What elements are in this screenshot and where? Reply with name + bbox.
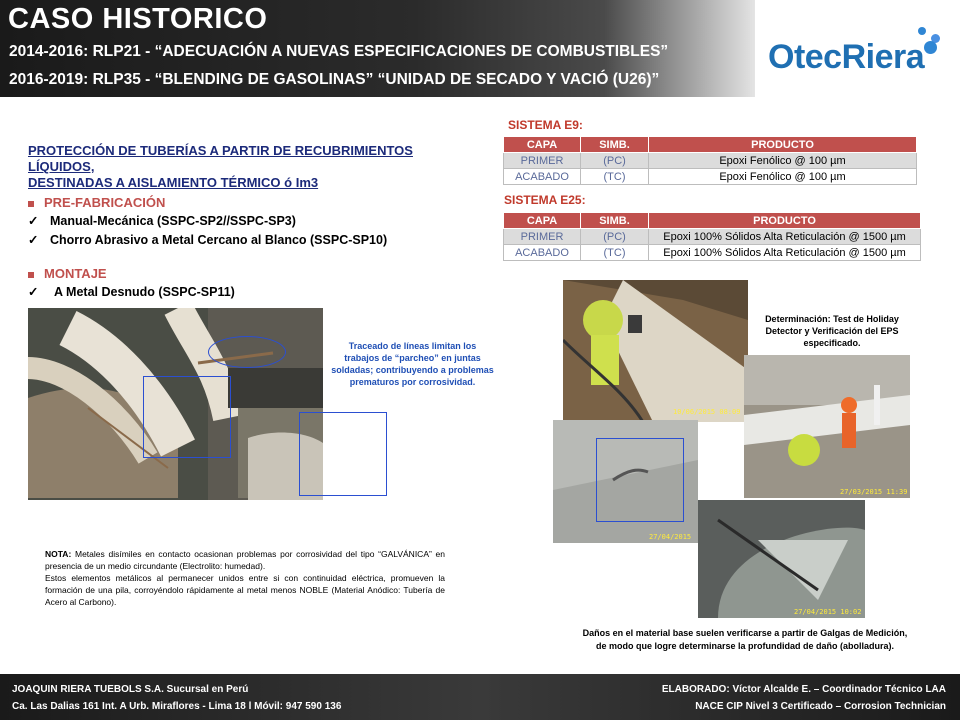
check-icon: ✓ [28,285,39,299]
col-header: PRODUCTO [649,137,917,153]
footer-company: JOAQUIN RIERA TUEBOLS S.A. Sucursal en Perú [12,684,249,695]
photo-timestamp: 27/04/2015 10:02 [794,608,862,616]
photo-caption-traceado: Traceado de líneas limitan los trabajos de “parcheo” en juntas soldadas; contribuyendo a problemas prematuros por corrosividad. [331,341,494,387]
prefab-section-title: PRE-FABRICACIÓN [28,195,165,210]
system-e25-table [503,212,921,261]
col-header: CAPA [504,213,581,229]
footer-elaborado: ELABORADO: Víctor Alcalde E. – Coordinador Técnico LAA [661,684,946,695]
system-e25-title: SISTEMA E25: [504,193,586,207]
project-line-1: 2014-2016: RLP21 - “ADECUACIÓN A NUEVAS ESPECIFICACIONES DE COMBUSTIBLES” [9,43,669,60]
list-item: ✓ A Metal Desnudo (SSPC-SP11) [28,285,235,299]
company-logo [768,24,948,84]
table-row: ACABADO (TC) Epoxi Fenólico @ 100 µm [504,169,917,185]
footer-address: Ca. Las Dalias 161 Int. A Urb. Miraflores - Lima 18 l Móvil: 947 590 136 [12,701,342,712]
logo-text: OtecRiera [768,38,925,76]
caption-determination: Determinación: Test de Holiday Detector y Verificación del EPS especificado. [765,314,899,348]
footer-bar [0,674,960,720]
highlight-box [299,412,387,496]
footer-certification: NACE CIP Nivel 3 Certificado – Corrosion Technician [695,701,946,712]
system-e9-title: SISTEMA E9: [508,118,583,132]
check-icon: ✓ [28,214,39,228]
photo-field-workers [744,355,910,498]
table-row: ACABADO (TC) Epoxi 100% Sólidos Alta Reticulación @ 1500 µm [504,245,921,261]
photo-timestamp: 10/06/2015 08:09 [673,408,741,416]
header-banner [0,0,755,97]
project-line-2: 2016-2019: RLP35 - “BLENDING DE GASOLINAS” “UNIDAD DE SECADO Y VACIÓ (U26)” [9,71,660,88]
highlight-box [596,438,684,522]
photo-timestamp: 27/04/2015 [649,533,692,541]
list-item: ✓ Manual-Mecánica (SSPC-SP2//SSPC-SP3) [28,214,296,228]
col-header: SIMB. [581,213,649,229]
logo-dot [918,27,926,35]
caption-damage: Daños en el material base suelen verificarse a partir de Galgas de Medición, de modo que logre determinarse la profundidad de daño (abolladura). [582,628,908,651]
col-header: CAPA [504,137,581,153]
highlight-box [143,376,231,458]
montaje-section-title: MONTAJE [28,266,107,281]
col-header: PRODUCTO [649,213,921,229]
photo-holiday-test [563,280,748,422]
section-heading: PROTECCIÓN DE TUBERÍAS A PARTIR DE RECUBRIMIENTOS LÍQUIDOS, DESTINADAS A AISLAMIENTO TÉRMICO ó Im3 [28,143,413,190]
check-icon: ✓ [28,233,39,247]
col-header: SIMB. [581,137,649,153]
bullet-icon [28,272,34,278]
photo-timestamp: 27/03/2015 11:39 [840,488,908,496]
bullet-icon [28,201,34,207]
nota-paragraph: NOTA: Metales disímiles en contacto ocasionan problemas por corrosividad del tipo “GALVÁNICA” en presencia de un medio circundante (Electrolito: humedad). Estos elementos metálicos al permanecer unidos entre si con continuidad eléctrica, promueven la formación de una pila, corroyéndolo rápidamente al metal menos NOBLE (Material Anódico: Tubería de Acero al Carbono). [45,549,445,607]
photo-gauge-measurement [698,500,865,618]
page-title: CASO HISTORICO [8,3,268,35]
logo-dot [924,41,937,54]
system-e9-table [503,136,917,185]
table-row: PRIMER (PC) Epoxi Fenólico @ 100 µm [504,153,917,169]
table-row: PRIMER (PC) Epoxi 100% Sólidos Alta Reticulación @ 1500 µm [504,229,921,245]
list-item: ✓ Chorro Abrasivo a Metal Cercano al Blanco (SSPC-SP10) [28,233,388,247]
highlight-ellipse [208,336,286,368]
